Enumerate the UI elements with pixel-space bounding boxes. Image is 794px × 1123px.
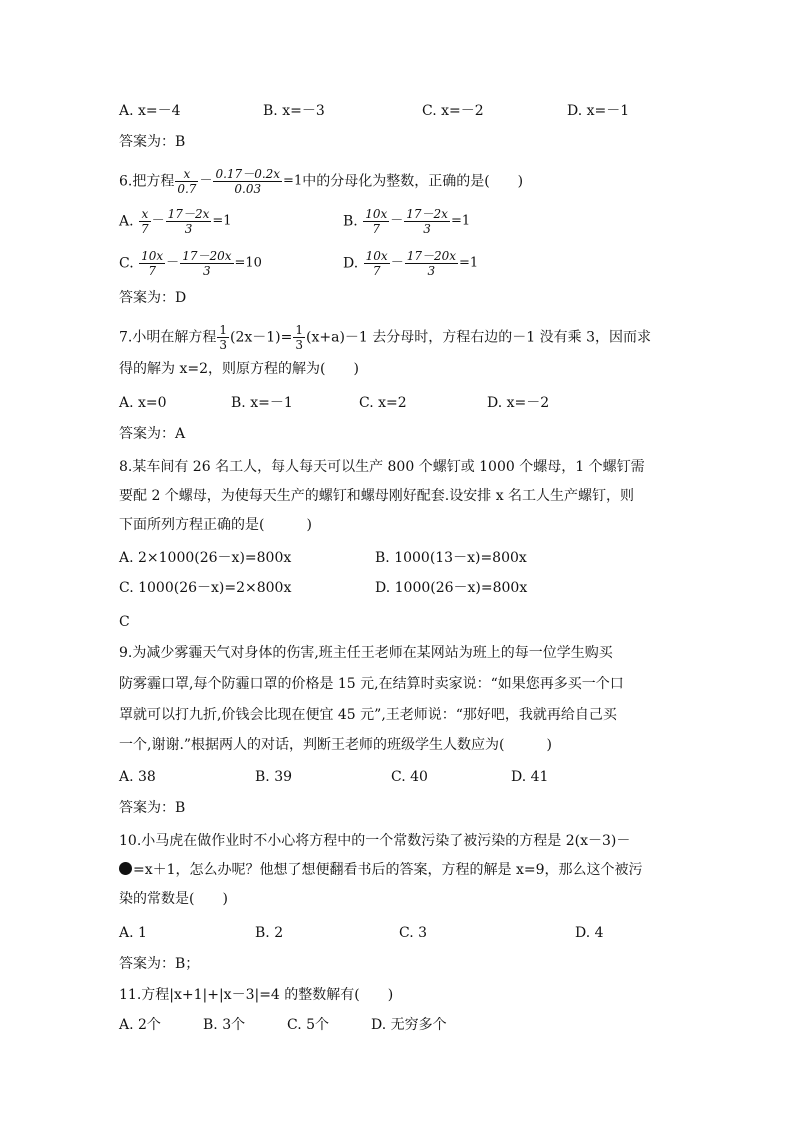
q8-answer: C <box>119 614 130 630</box>
option-label: A. <box>119 213 134 230</box>
q8-stem-line-1: 8.某车间有 26 名工人，每人每天可以生产 800 个螺钉或 1000 个螺母，1 个螺钉需 <box>119 459 645 475</box>
fraction-numerator: 1 <box>219 323 227 337</box>
q7-option-b: B. x=－1 <box>231 395 293 411</box>
q7-fraction-a <box>217 323 229 352</box>
fraction-numerator: 17－2x <box>167 207 210 221</box>
q7-option-a: A. x=0 <box>119 395 167 411</box>
q6-option-c <box>119 249 262 278</box>
q9-stem-line-2: 防雾霾口罩,每个防霾口罩的价格是 15 元,在结算时卖家说：“如果您再多买一个口 <box>119 676 624 692</box>
fraction-denominator: 0.7 <box>177 182 197 196</box>
option-fraction-2 <box>166 207 212 236</box>
q10-stem-line-1: 10.小马虎在做作业时不小心将方程中的一个常数污染了被污染的方程是 2(x－3)－ <box>119 833 631 849</box>
fraction-numerator: 10x <box>365 249 388 263</box>
q10-stem-line-2 <box>119 860 643 880</box>
fraction-denominator: 3 <box>203 264 211 278</box>
q7-stem-part-1: (2x－1)= <box>230 329 293 346</box>
q6-stem-fraction-2 <box>213 167 282 196</box>
fraction-denominator: 7 <box>141 222 149 236</box>
option-fraction-1 <box>363 207 389 236</box>
equals-one: =1 <box>283 173 303 189</box>
q6-stem-suffix: 中的分母化为整数，正确的是( ) <box>302 173 524 190</box>
q6-answer: 答案为：D <box>119 290 187 306</box>
option-label: D. <box>343 255 359 272</box>
q9-option-c: C. 40 <box>391 769 428 785</box>
fraction-numerator: 17－20x <box>182 249 232 263</box>
q7-option-d: D. x=－2 <box>487 395 550 411</box>
q5-option-a: A. x=－4 <box>119 103 181 119</box>
fraction-numerator: x <box>175 167 198 182</box>
fraction-numerator: 17－2x <box>406 207 448 221</box>
option-rhs: =1 <box>450 213 471 229</box>
q11-option-c: C. 5个 <box>287 1017 330 1033</box>
minus-sign: － <box>390 213 404 229</box>
fraction-denominator: 0.03 <box>234 182 262 196</box>
q6-stem-prefix: 6.把方程 <box>119 173 175 190</box>
q7-stem-prefix: 7.小明在解方程 <box>119 329 217 346</box>
q6-option-b <box>343 207 470 236</box>
fraction-numerator: 1 <box>295 323 304 337</box>
option-fraction-2 <box>404 207 450 236</box>
q5-option-b: B. x=－3 <box>263 103 325 119</box>
fraction-numerator: 17－20x <box>406 249 457 263</box>
fraction-numerator: 0.17－0.2x <box>215 167 281 181</box>
option-fraction-1 <box>139 249 165 278</box>
option-fraction-1 <box>139 207 151 236</box>
option-label: B. <box>343 213 358 230</box>
q7-option-c: C. x=2 <box>359 395 407 411</box>
q8-stem-line-2: 要配 2 个螺母，为使每天生产的螺钉和螺母刚好配套.设安排 x 名工人生产螺钉，则 <box>119 488 635 504</box>
fraction-denominator: 3 <box>295 338 304 352</box>
q10-answer: 答案为：B； <box>119 956 200 972</box>
option-rhs: =10 <box>234 255 262 271</box>
fraction-denominator: 7 <box>372 222 381 236</box>
q9-stem-line-1: 9.为减少雾霾天气对身体的伤害,班主任王老师在某网站为班上的每一位学生购买 <box>119 645 613 661</box>
q8-option-b: B. 1000(13－x)=800x <box>375 550 527 566</box>
q10-option-a: A. 1 <box>119 925 147 941</box>
q7-stem-line-2: 得的解为 x=2，则原方程的解为( ) <box>119 361 359 377</box>
fraction-numerator: x <box>139 207 151 222</box>
q10-stem-line-3: 染的常数是( ) <box>119 891 228 907</box>
q6-stem-fraction-1 <box>175 167 198 196</box>
fraction-numerator: 10x <box>141 249 164 263</box>
option-fraction-1 <box>364 249 390 278</box>
q11-option-d: D. 无穷多个 <box>371 1017 447 1033</box>
q7-stem-part-2: (x+a)－1 去分母时，方程右边的－1 没有乘 3，因而求 <box>306 329 651 346</box>
q5-option-c: C. x=－2 <box>422 103 484 119</box>
q8-stem-line-3: 下面所列方程正确的是( ) <box>119 517 312 533</box>
fraction-numerator: 10x <box>365 207 388 221</box>
q9-option-a: A. 38 <box>119 769 156 785</box>
q11-option-b: B. 3个 <box>203 1017 246 1033</box>
q10-option-b: B. 2 <box>255 925 284 941</box>
q6-stem <box>119 167 523 196</box>
minus-sign: － <box>199 173 213 189</box>
fraction-denominator: 7 <box>372 264 381 278</box>
q10-stem-line-2-text: =x＋1，怎么办呢？他想了想便翻看书后的答案，方程的解是 x=9，那么这个被污 <box>133 862 643 878</box>
q8-option-a: A. 2×1000(26－x)=800x <box>119 550 292 566</box>
option-label: C. <box>119 255 134 272</box>
fraction-denominator: 3 <box>427 264 436 278</box>
option-fraction-2 <box>180 249 233 278</box>
fraction-denominator: 3 <box>423 222 431 236</box>
minus-sign: － <box>166 255 180 271</box>
q9-option-b: B. 39 <box>255 769 293 785</box>
q11-option-a: A. 2个 <box>119 1017 161 1033</box>
option-rhs: =1 <box>212 213 232 229</box>
q9-stem-line-3: 罩就可以打九折,价钱会比现在便宜 45 元”,王老师说：“那好吧，我就再给自己买 <box>119 707 617 723</box>
q6-option-d <box>343 249 478 278</box>
q5-option-d: D. x=－1 <box>567 103 630 119</box>
q10-option-d: D. 4 <box>575 925 604 941</box>
q7-stem-line-1 <box>119 323 651 352</box>
q8-option-c: C. 1000(26－x)=2×800x <box>119 580 292 596</box>
fraction-denominator: 3 <box>184 222 193 236</box>
option-rhs: =1 <box>459 255 479 271</box>
q6-option-a <box>119 207 232 236</box>
minus-sign: － <box>390 255 404 271</box>
q8-option-d: D. 1000(26－x)=800x <box>375 580 528 596</box>
option-fraction-2 <box>405 249 458 278</box>
fraction-denominator: 7 <box>148 264 156 278</box>
fraction-denominator: 3 <box>219 338 227 352</box>
q11-stem: 11.方程|x+1|+|x－3|=4 的整数解有( ) <box>119 987 394 1003</box>
q9-option-d: D. 41 <box>511 769 549 785</box>
q7-answer: 答案为：A <box>119 426 186 442</box>
q9-answer: 答案为：B <box>119 800 186 816</box>
q7-fraction-b <box>293 323 305 352</box>
q9-stem-line-4: 一个,谢谢.”根据两人的对话，判断王老师的班级学生人数应为( ) <box>119 737 552 753</box>
q10-option-c: C. 3 <box>399 925 428 941</box>
ink-blot-icon <box>119 862 132 875</box>
q5-answer: 答案为：B <box>119 134 186 150</box>
minus-sign: － <box>151 213 165 229</box>
